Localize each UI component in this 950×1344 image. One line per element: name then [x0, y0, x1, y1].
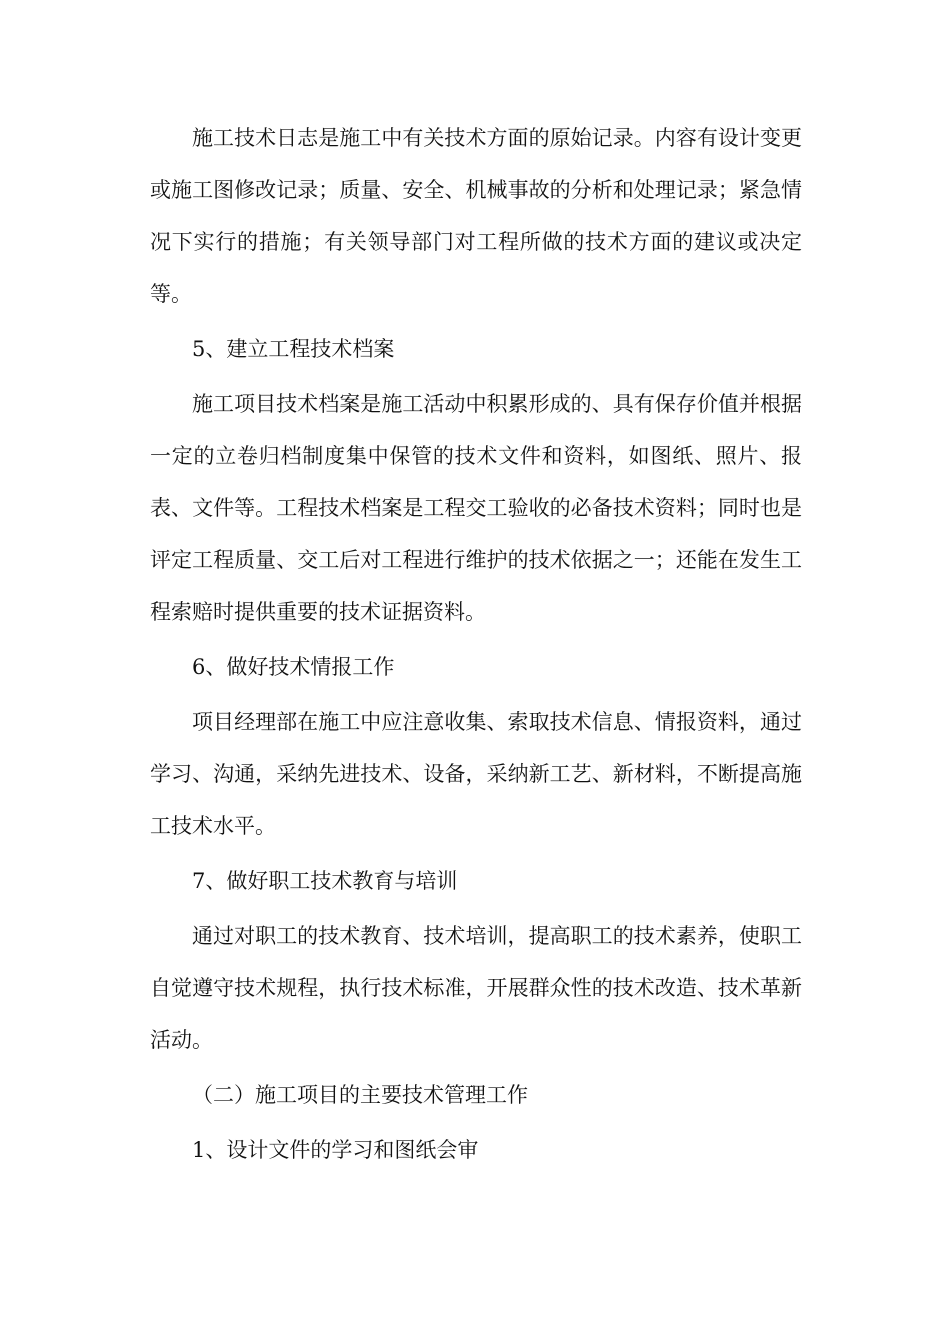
- paragraph-technical-archives: 施工项目技术档案是施工活动中积累形成的、具有保存价值并根据一定的立卷归档制度集中保管的技术文件和资料，如图纸、照片、报表、文件等。工程技术档案是工程交工验收的必备技术资料；同时也是评定工程质量、交工后对工程进行维护的技术依据之一；还能在发生工程索赔时提供重要的技术证据资料。: [150, 392, 802, 624]
- heading-technical-archives: 5、建立工程技术档案: [192, 337, 395, 361]
- heading-design-document-review: 1、设计文件的学习和图纸会审: [192, 1138, 479, 1162]
- paragraph-technical-log: 施工技术日志是施工中有关技术方面的原始记录。内容有设计变更或施工图修改记录；质量、安全、机械事故的分析和处理记录；紧急情况下实行的措施；有关领导部门对工程所做的技术方面的建议或决定等。: [150, 126, 802, 306]
- heading-main-technical-management: （二）施工项目的主要技术管理工作: [192, 1083, 528, 1107]
- heading-staff-training: 7、做好职工技术教育与培训: [192, 869, 458, 893]
- paragraph-staff-training: 通过对职工的技术教育、技术培训，提高职工的技术素养，使职工自觉遵守技术规程，执行技术标准，开展群众性的技术改造、技术革新活动。: [150, 924, 802, 1052]
- paragraph-technical-intelligence: 项目经理部在施工中应注意收集、索取技术信息、情报资料，通过学习、沟通，采纳先进技术、设备，采纳新工艺、新材料，不断提高施工技术水平。: [150, 710, 802, 838]
- document-body: [150, 112, 802, 1179]
- heading-technical-intelligence: 6、做好技术情报工作: [192, 655, 395, 679]
